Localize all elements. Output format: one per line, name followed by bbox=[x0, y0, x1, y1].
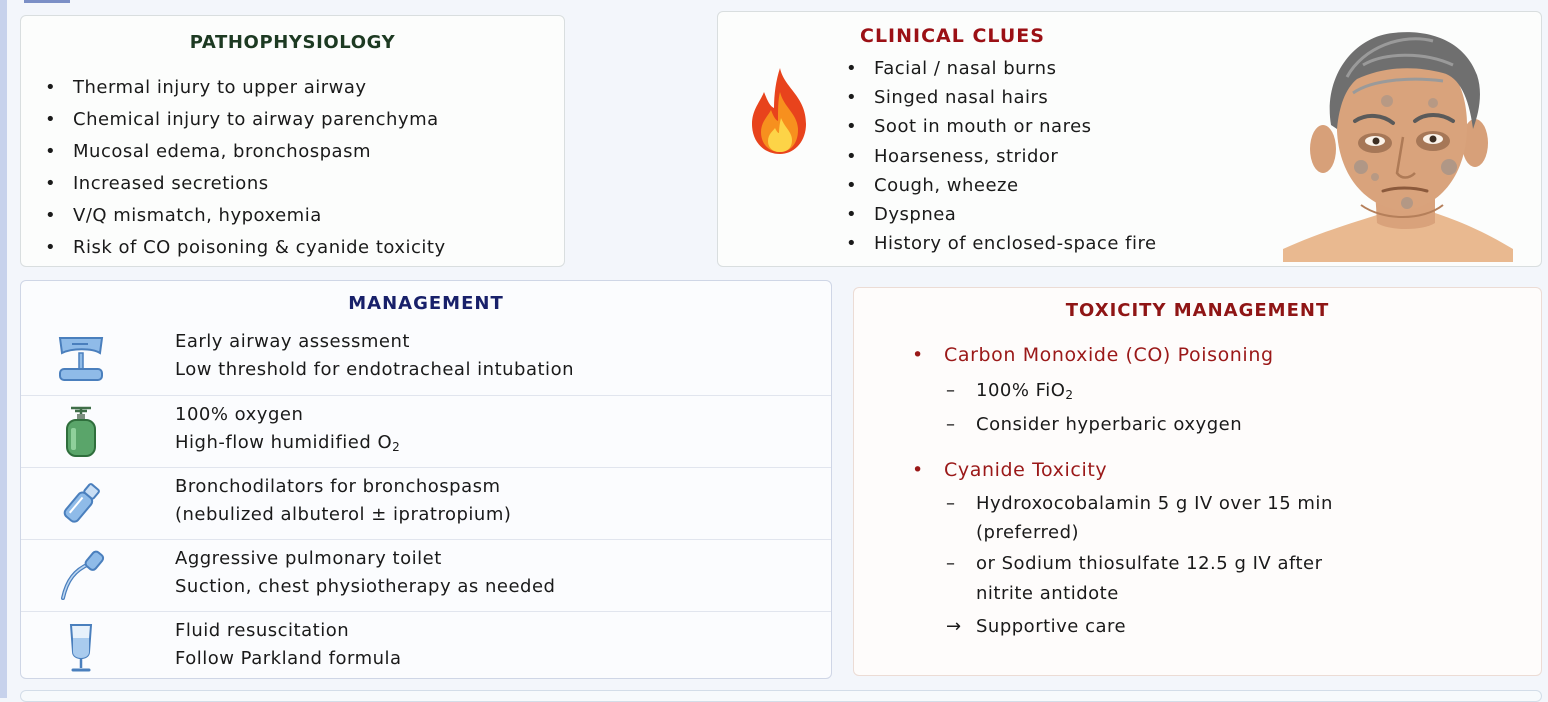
pathophysiology-list bbox=[43, 72, 446, 264]
management-oxygen-line2: High-flow humidified $O_2$ bbox=[175, 432, 401, 454]
management-bronchodilators-line1: Bronchodilators for bronchospasm bbox=[175, 476, 501, 497]
burned-face-illustration bbox=[1283, 17, 1513, 262]
suction-catheter-icon bbox=[55, 550, 107, 602]
cyanide-item-thiosulfate-note: nitrite antidote bbox=[976, 583, 1119, 604]
toxicity-management-panel bbox=[853, 287, 1542, 676]
co-poisoning-heading: • Carbon Monoxide (CO) Poisoning bbox=[944, 344, 1274, 366]
clinical-clues-title: CLINICAL CLUES bbox=[860, 25, 1045, 47]
cyanide-heading: • Cyanide Toxicity bbox=[944, 459, 1107, 481]
list-item: • Dyspnea bbox=[844, 200, 1157, 229]
list-item: • Mucosal edema, bronchospasm bbox=[43, 136, 446, 168]
iv-fluid-icon bbox=[55, 622, 107, 674]
list-item: • Chemical injury to airway parenchyma bbox=[43, 104, 446, 136]
co-item-hyperbaric: – Consider hyperbaric oxygen bbox=[946, 414, 1243, 435]
management-row-pulmonary-toilet bbox=[21, 539, 831, 612]
list-item: • Hoarseness, stridor bbox=[844, 142, 1157, 171]
management-title: MANAGEMENT bbox=[348, 293, 504, 314]
laryngoscope-icon bbox=[55, 333, 107, 385]
clinical-clues-list bbox=[844, 54, 1157, 258]
management-panel bbox=[20, 280, 832, 679]
list-item: • Increased secretions bbox=[43, 168, 446, 200]
list-item: • Thermal injury to upper airway bbox=[43, 72, 446, 104]
management-pulmonary-toilet-line1: Aggressive pulmonary toilet bbox=[175, 548, 442, 569]
bottom-panel-edge bbox=[20, 690, 1542, 702]
cyanide-item-hydroxocobalamin-note: (preferred) bbox=[976, 522, 1080, 543]
oxygen-tank-icon bbox=[55, 406, 107, 458]
inhaler-icon bbox=[55, 478, 107, 530]
management-oxygen-line1: 100% oxygen bbox=[175, 404, 304, 425]
cyanide-item-thiosulfate: – or Sodium thiosulfate 12.5 g IV after bbox=[946, 553, 1323, 574]
management-fluids-line1: Fluid resuscitation bbox=[175, 620, 350, 641]
management-row-oxygen bbox=[21, 395, 831, 468]
co-item-fio2: – 100% FiO$_2$ bbox=[946, 380, 1074, 402]
cyanide-item-supportive: → Supportive care bbox=[946, 616, 1127, 637]
management-airway-line1: Early airway assessment bbox=[175, 331, 410, 352]
left-edge-strip bbox=[0, 0, 7, 698]
cyanide-item-hydroxocobalamin: – Hydroxocobalamin 5 g IV over 15 min bbox=[946, 493, 1333, 514]
management-row-bronchodilators bbox=[21, 467, 831, 540]
toxicity-management-title: TOXICITY MANAGEMENT bbox=[1065, 300, 1330, 321]
management-airway-line2: Low threshold for endotracheal intubation bbox=[175, 359, 574, 380]
management-row-airway bbox=[21, 323, 831, 395]
list-item: • Risk of CO poisoning & cyanide toxicity bbox=[43, 232, 446, 264]
management-pulmonary-toilet-line2: Suction, chest physiotherapy as needed bbox=[175, 576, 556, 597]
list-item: • Cough, wheeze bbox=[844, 171, 1157, 200]
list-item: • Facial / nasal burns bbox=[844, 54, 1157, 83]
management-bronchodilators-line2: (nebulized albuterol ± ipratropium) bbox=[175, 504, 512, 525]
pathophysiology-title: PATHOPHYSIOLOGY bbox=[189, 32, 396, 53]
list-item: • History of enclosed-space fire bbox=[844, 229, 1157, 258]
flame-icon bbox=[744, 66, 816, 156]
management-row-fluids bbox=[21, 611, 831, 684]
clinical-clues-panel bbox=[717, 11, 1542, 267]
list-item: • V/Q mismatch, hypoxemia bbox=[43, 200, 446, 232]
list-item: • Soot in mouth or nares bbox=[844, 112, 1157, 141]
management-fluids-line2: Follow Parkland formula bbox=[175, 648, 402, 669]
list-item: • Singed nasal hairs bbox=[844, 83, 1157, 112]
pathophysiology-panel bbox=[20, 15, 565, 267]
top-edge-mark bbox=[24, 0, 70, 3]
